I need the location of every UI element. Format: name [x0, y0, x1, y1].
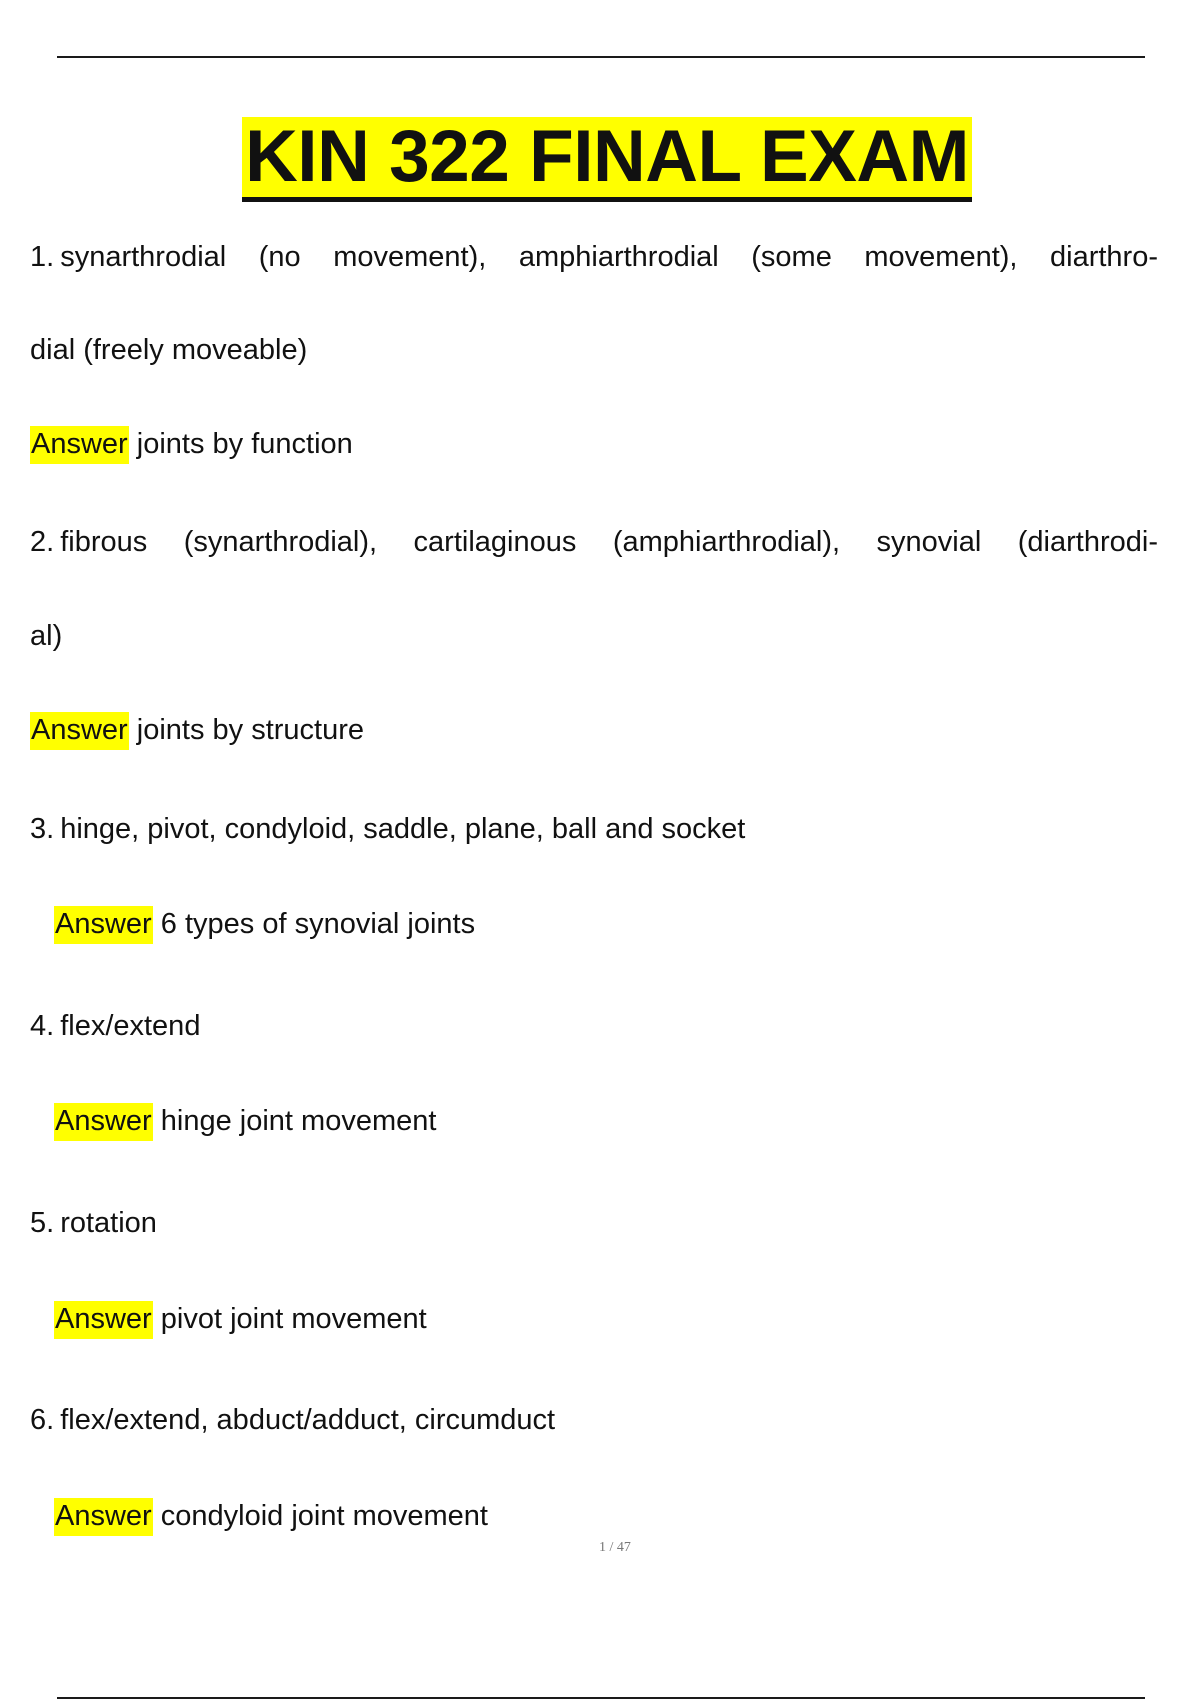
question-number: 1.	[30, 241, 55, 273]
question-number: 3.	[30, 813, 55, 845]
question-4	[30, 1006, 200, 1046]
question-1-line-1	[30, 237, 1158, 277]
bottom-rule	[57, 1697, 1145, 1699]
answer-4	[54, 1101, 436, 1141]
question-3	[30, 809, 745, 849]
answer-6	[54, 1496, 488, 1536]
answer-label: Answer	[54, 1103, 153, 1141]
page-title: KIN 322 FINAL EXAM	[242, 117, 972, 202]
answer-3	[54, 904, 475, 944]
answer-label: Answer	[54, 1498, 153, 1536]
question-6	[30, 1400, 555, 1440]
answer-1	[30, 424, 353, 464]
question-text: hinge, pivot, condyloid, saddle, plane, ball and socket	[60, 813, 746, 845]
question-number: 2.	[30, 526, 55, 558]
answer-text: joints by function	[136, 428, 353, 460]
question-number: 5.	[30, 1207, 55, 1239]
question-number: 4.	[30, 1010, 55, 1042]
answer-label: Answer	[54, 906, 153, 944]
answer-text: joints by structure	[136, 714, 365, 746]
question-text: flex/extend, abduct/adduct, circumduct	[60, 1404, 556, 1436]
answer-text: 6 types of synovial joints	[160, 908, 476, 940]
page-indicator: 1 / 47	[599, 1540, 631, 1555]
top-rule	[57, 56, 1145, 58]
question-text: fibrous (synarthrodial), cartilaginous (amphiarthrodial), synovial (diarthrodi-	[60, 526, 1158, 558]
answer-2	[30, 710, 364, 750]
answer-label: Answer	[54, 1301, 153, 1339]
question-text: flex/extend	[60, 1010, 201, 1042]
title-container	[0, 117, 1200, 202]
question-2-line-2: al)	[30, 620, 63, 652]
answer-text: condyloid joint movement	[160, 1500, 488, 1532]
question-2-line-1	[30, 522, 1158, 562]
question-number: 6.	[30, 1404, 55, 1436]
answer-5	[54, 1299, 427, 1339]
answer-label: Answer	[30, 712, 129, 750]
answer-text: pivot joint movement	[160, 1303, 427, 1335]
question-1-line-2: dial (freely moveable)	[30, 334, 308, 366]
answer-text: hinge joint movement	[160, 1105, 437, 1137]
question-text: synarthrodial (no movement), amphiarthrodial (some movement), diarthro-	[60, 241, 1158, 273]
question-text: rotation	[60, 1207, 157, 1239]
answer-label: Answer	[30, 426, 129, 464]
question-5	[30, 1203, 157, 1243]
